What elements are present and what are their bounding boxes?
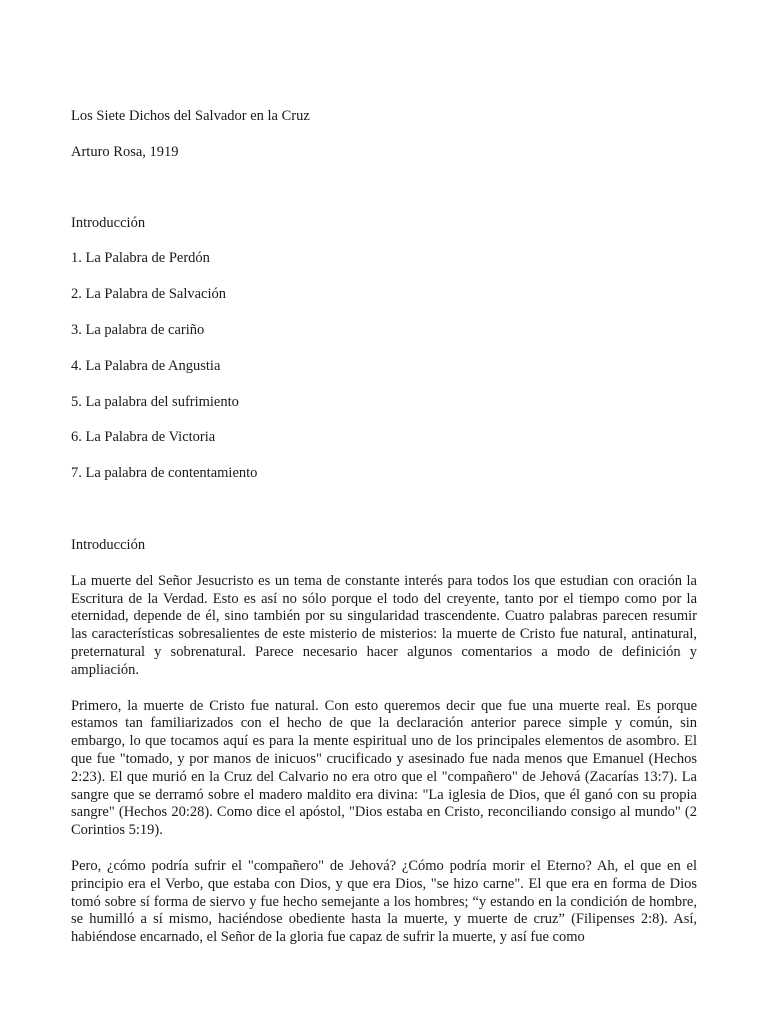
- toc-item: 3. La palabra de cariño: [71, 321, 205, 338]
- table-of-contents: [71, 250, 697, 483]
- toc-item: 6. La Palabra de Victoria: [71, 429, 216, 446]
- body-paragraph: Pero, ¿cómo podría sufrir el "compañero" de Jehová? ¿Cómo podría morir el Eterno? Ah, el que en el principio era el Verbo, que estaba con Dios, y que era Dios, "se hizo carne". El que era en forma de Dios tomó sobre sí forma de siervo y fue hecho semejante a los hombres; “y estando en la condición de hombre, se humilló a sí mismo, haciéndose obediente hasta la muerte, y muerte de cruz” (Filipenses 2:8). Así, habiéndose encarnado, el Señor de la gloria fue capaz de sufrir la muerte, y así fue como: [71, 857, 697, 946]
- body-paragraph: La muerte del Señor Jesucristo es un tema de constante interés para todos los que estudian con oración la Escritura de la Verdad. Esto es así no sólo porque el todo del creyente, tanto por el tiempo como por la eternidad, depende de él, sino también por su singularidad trascendente. Cuatro palabras parecen resumir las características sobresalientes de este misterio de misterios: la muerte de Cristo fue natural, antinatural, preternatural y sobrenatural. Parece necesario hacer algunos comentarios a modo de definición y ampliación.: [71, 572, 697, 678]
- toc-item: 2. La Palabra de Salvación: [71, 286, 227, 303]
- document-title: Los Siete Dichos del Salvador en la Cruz: [71, 108, 310, 124]
- toc-item: 1. La Palabra de Perdón: [71, 250, 210, 267]
- toc-item: 4. La Palabra de Angustia: [71, 357, 221, 374]
- author-line: Arturo Rosa, 1919: [71, 143, 179, 160]
- toc-introduction-entry: Introducción: [71, 214, 146, 231]
- toc-item: 7. La palabra de contentamiento: [71, 465, 258, 482]
- toc-item: 5. La palabra del sufrimiento: [71, 393, 239, 410]
- document-page: [71, 108, 697, 947]
- body-paragraph: Primero, la muerte de Cristo fue natural. Con esto queremos decir que fue una muerte real. Es porque estamos tan familiarizados con el hecho de que la declaración anterior parece simple y común, sin embargo, lo que tocamos aquí es para la mente espiritual uno de los principales elementos de asombro. El que fue "tomado, y por manos de inicuos" crucificado y asesinado fue nada menos que Emanuel (Hechos 2:23). El que murió en la Cruz del Calvario no era otro que el "compañero" de Jehová (Zacarías 13:7). La sangre que se derramó sobre el madero maldito era divina: "La iglesia de Dios, que él ganó con su propia sangre" (Hechos 20:28). Como dice el apóstol, "Dios estaba en Cristo, reconciliando consigo al mundo" (2 Corintios 5:19).: [71, 697, 697, 839]
- section-heading: Introducción: [71, 536, 146, 553]
